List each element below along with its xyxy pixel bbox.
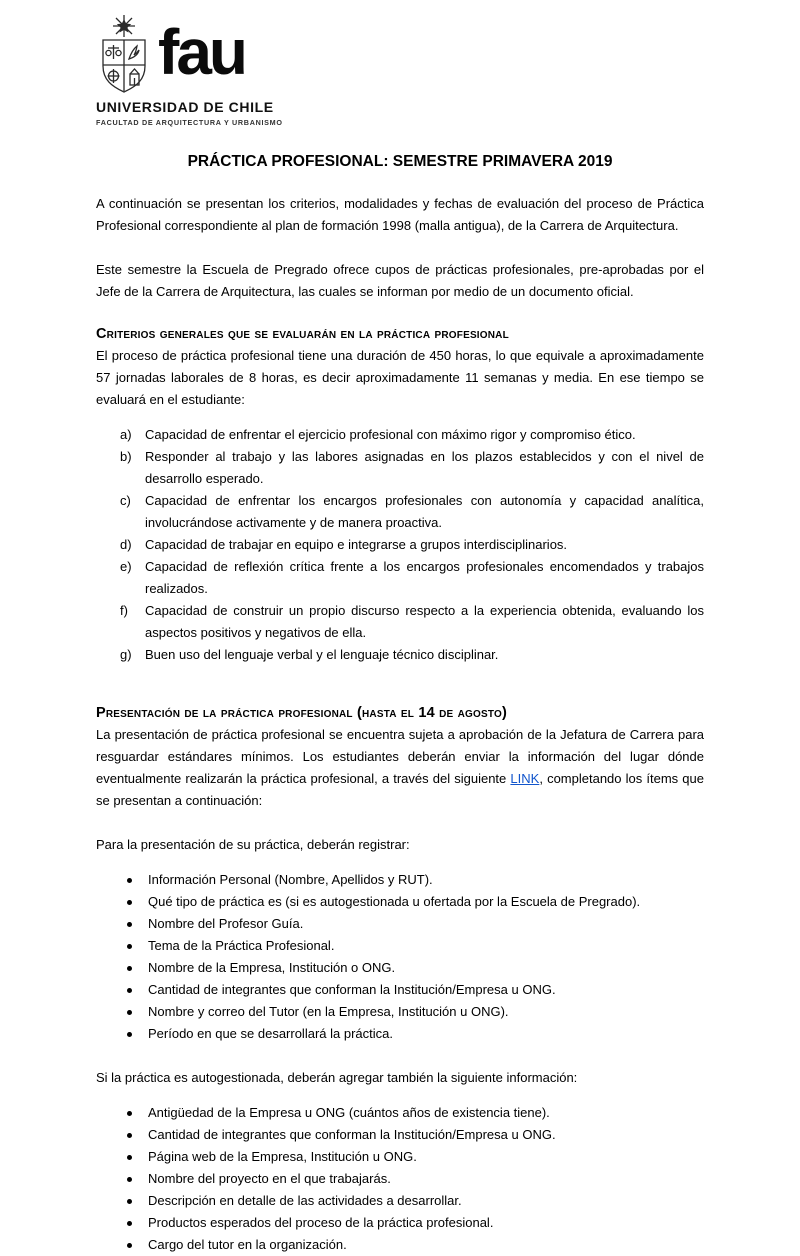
list-item: Página web de la Empresa, Institución u ONG. [96, 1146, 704, 1168]
list-item: Nombre del Profesor Guía. [96, 913, 704, 935]
list-marker: c) [120, 493, 131, 508]
fau-logo [96, 14, 704, 127]
list-item: c) Capacidad de enfrentar los encargos profesionales con autonomía y capacidad analítica, involucrándose activamente y de manera proactiva. [96, 490, 704, 534]
bullet-icon [127, 1243, 132, 1248]
bullet-icon [127, 922, 132, 927]
list-item: Tema de la Práctica Profesional. [96, 935, 704, 957]
list-item: Cantidad de integrantes que conforman la Institución/Empresa u ONG. [96, 1124, 704, 1146]
universidad-de-chile-crest-icon [96, 14, 152, 96]
autogestionada-list [96, 1102, 704, 1256]
list-item: Información Personal (Nombre, Apellidos y RUT). [96, 869, 704, 891]
registro-intro: Para la presentación de su práctica, deberán registrar: [96, 837, 410, 852]
bullet-icon [127, 1177, 132, 1182]
list-item: Cargo del tutor en la organización. [96, 1234, 704, 1256]
university-name: UNIVERSIDAD DE CHILE [96, 99, 274, 115]
bullet-icon [127, 878, 132, 883]
bullet-icon [127, 1155, 132, 1160]
list-item: Cantidad de integrantes que conforman la Institución/Empresa u ONG. [96, 979, 704, 1001]
list-item: Nombre y correo del Tutor (en la Empresa, Institución u ONG). [96, 1001, 704, 1023]
list-item: Nombre del proyecto en el que trabajarás. [96, 1168, 704, 1190]
intro-paragraph-2: Este semestre la Escuela de Pregrado ofrece cupos de prácticas profesionales, pre-aprobadas por el Jefe de la Carrera de Arquitectura, las cuales se informan por medio de un documento oficial. [96, 262, 704, 299]
list-item: Nombre de la Empresa, Institución o ONG. [96, 957, 704, 979]
presentacion-text-before-link: La presentación de práctica profesional se encuentra sujeta a aprobación de la Jefatura de Carrera para resguardar estándares mínimos. Los estudiantes deberán enviar la información del lugar dónde eventualmente realizarán la práctica profesional, a través del siguiente [96, 727, 704, 786]
list-item: d) Capacidad de trabajar en equipo e integrarse a grupos interdisciplinarios. [96, 534, 704, 556]
list-item: g) Buen uso del lenguaje verbal y el lenguaje técnico disciplinar. [96, 644, 704, 666]
list-item: Período en que se desarrollará la práctica. [96, 1023, 704, 1045]
faculty-name: FACULTAD DE ARQUITECTURA Y URBANISMO [96, 118, 283, 127]
criterios-list [96, 424, 704, 666]
list-marker: f) [120, 603, 128, 618]
criterios-heading: Criterios generales que se evaluarán en la práctica profesional [96, 326, 509, 342]
presentacion-text-after-link: , completando los ítems que se presentan a continuación: [96, 771, 704, 808]
list-item: e) Capacidad de reflexión crítica frente a los encargos profesionales encomendados y trabajos realizados. [96, 556, 704, 600]
criterios-intro: El proceso de práctica profesional tiene una duración de 450 horas, lo que equivale a aproximadamente 57 jornadas laborales de 8 horas, es decir aproximadamente 11 semanas y media. En ese tiempo se evaluará en el estudiante: [96, 348, 704, 407]
list-item: Qué tipo de práctica es (si es autogestionada u ofertada por la Escuela de Pregrado). [96, 891, 704, 913]
bullet-icon [127, 1032, 132, 1037]
list-item: Antigüedad de la Empresa u ONG (cuántos años de existencia tiene). [96, 1102, 704, 1124]
presentacion-heading: Presentación de la práctica profesional (hasta el 14 de agosto) [96, 705, 507, 721]
bullet-icon [127, 1199, 132, 1204]
bullet-icon [127, 1221, 132, 1226]
list-marker: b) [120, 449, 132, 464]
bullet-icon [127, 966, 132, 971]
list-item: b) Responder al trabajo y las labores asignadas en los plazos establecidos y con el nivel de desarrollo esperado. [96, 446, 704, 490]
list-item: f) Capacidad de construir un propio discurso respecto a la experiencia obtenida, evaluando los aspectos positivos y negativos de ella. [96, 600, 704, 644]
registro-list [96, 869, 704, 1045]
intro-paragraph-1: A continuación se presentan los criterios, modalidades y fechas de evaluación del proceso de Práctica Profesional correspondiente al plan de formación 1998 (malla antigua), de la Carrera de Arquitectura. [96, 196, 704, 233]
bullet-icon [127, 988, 132, 993]
bullet-icon [127, 1111, 132, 1116]
bullet-icon [127, 1010, 132, 1015]
bullet-icon [127, 944, 132, 949]
bullet-icon [127, 1133, 132, 1138]
presentacion-paragraph [96, 724, 704, 812]
list-item: a) Capacidad de enfrentar el ejercicio profesional con máximo rigor y compromiso ético. [96, 424, 704, 446]
autogestionada-intro: Si la práctica es autogestionada, deberán agregar también la siguiente información: [96, 1070, 578, 1085]
list-item: Descripción en detalle de las actividades a desarrollar. [96, 1190, 704, 1212]
list-marker: g) [120, 647, 132, 662]
list-marker: e) [120, 559, 132, 574]
page-title: PRÁCTICA PROFESIONAL: SEMESTRE PRIMAVERA 2019 [187, 153, 613, 170]
list-item: Productos esperados del proceso de la práctica profesional. [96, 1212, 704, 1234]
list-marker: d) [120, 537, 132, 552]
fau-wordmark: fau [158, 16, 245, 88]
link-anchor[interactable]: LINK [510, 771, 540, 786]
bullet-icon [127, 900, 132, 905]
list-marker: a) [120, 427, 132, 442]
